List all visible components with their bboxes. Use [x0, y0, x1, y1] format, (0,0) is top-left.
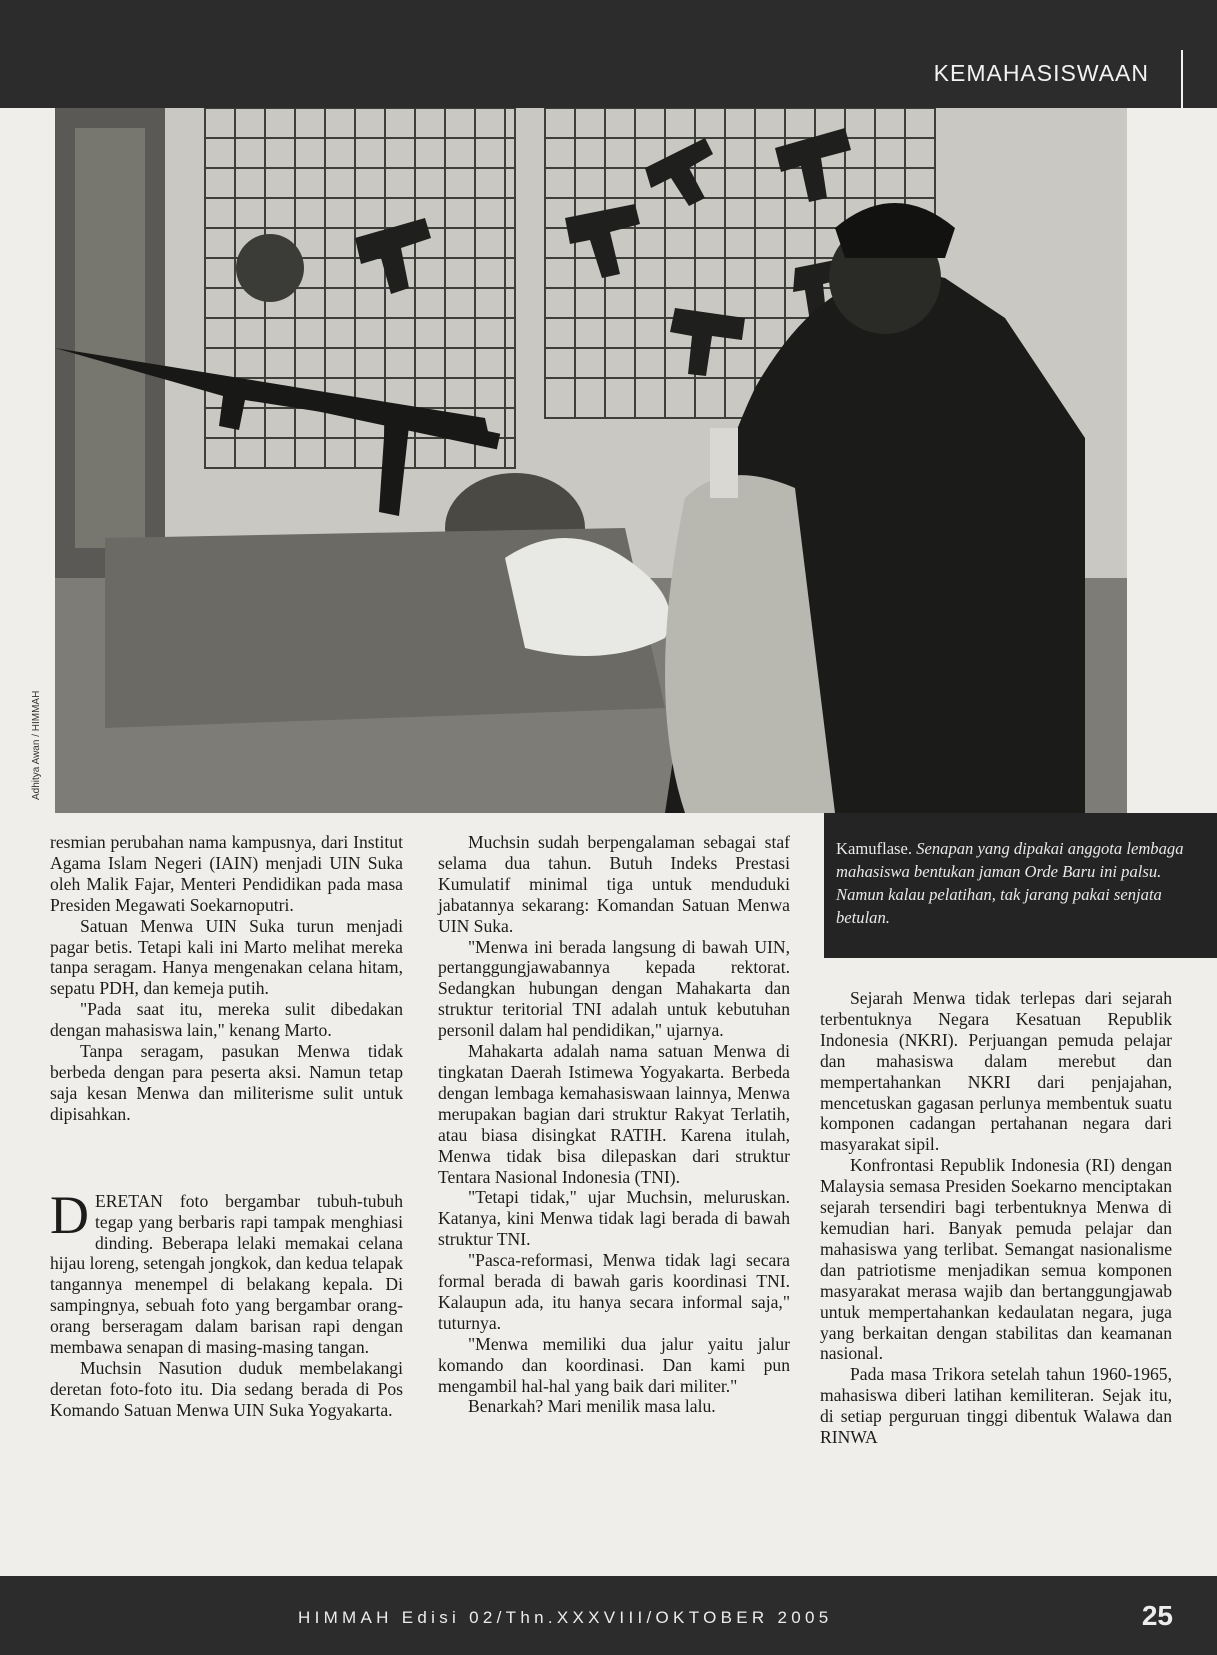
photo-illustration — [55, 108, 1127, 813]
paragraph-text: ERETAN foto bergambar tubuh-tubuh tegap yang berbaris rapi tampak menghiasi dinding. Beberapa lelaki memakai celana hijau loreng, setengah jongkok, dan kedua telapak tangannya menempel di belakang kepala. Di sampingnya, sebuah foto yang bergambar orang-orang berseragam dalam barisan rapi dengan membawa senapan di masing-masing tangan. — [50, 1190, 403, 1358]
paragraph: Satuan Menwa UIN Suka turun menjadi pagar betis. Tetapi kali ini Marto melihat mereka tanpa seragam. Hanya mengenakan celana hitam, sepatu PDH, dan kemeja putih. — [50, 915, 403, 999]
photo-credit: Adhitya Awan / HIMMAH — [31, 690, 42, 800]
article-column-1 — [50, 832, 403, 1421]
caption-lead: Kamuflase. — [836, 839, 913, 858]
article-photo — [55, 108, 1127, 813]
paragraph: Tanpa seragam, pasukan Menwa tidak berbeda dengan para peserta aksi. Namun tetap saja kesan Menwa dan militerisme sulit untuk dipisahkan. — [50, 1041, 403, 1124]
paragraph: Mahakarta adalah nama satuan Menwa di tingkatan Daerah Istimewa Yogyakarta. Berbeda dengan lembaga kemahasiswaan lainnya, Menwa merupakan bagian dari struktur Rakyat Terlatih, atau biasa disingkat RATIH. Karena itulah, Menwa tidak bisa dilepaskan dari struktur Tentara Nasional Indonesia (TNI). — [438, 1041, 790, 1187]
mask-silhouette — [236, 234, 304, 302]
paragraph: Pada masa Trikora setelah tahun 1960-1965, mahasiswa diberi latihan kemiliteran. Sejak itu, di setiap perguruan tinggi dibentuk Walawa dan RINWA — [820, 1364, 1172, 1448]
paragraph: Muchsin sudah berpengalaman sebagai staf selama dua tahun. Butuh Indeks Prestasi Kumulatif minimal tiga untuk menduduki jabatannya sekarang: Komandan Satuan Menwa UIN Suka. — [438, 832, 790, 936]
paragraph: "Pada saat itu, mereka sulit dibedakan dengan mahasiswa lain," kenang Marto. — [50, 999, 403, 1041]
article-column-2 — [438, 832, 790, 1417]
photo-caption — [824, 813, 1217, 958]
paragraph: Muchsin Nasution duduk membelakangi deretan foto-foto itu. Dia sedang berada di Pos Komando Satuan Menwa UIN Suka Yogyakarta. — [50, 1357, 403, 1420]
section-label: KEMAHASISWAAN — [933, 60, 1149, 86]
paragraph: "Menwa ini berada langsung di bawah UIN, pertanggungjawabannya kepada rektorat. Sedangkan hubungan dengan Mahakarta dan struktur teritorial TNI adalah untuk kebutuhan personil dalam hal pendidikan," ujarnya. — [438, 936, 790, 1041]
article-column-3 — [820, 988, 1172, 1448]
bottle — [710, 428, 738, 498]
section-divider — [1181, 50, 1183, 108]
paragraph: "Pasca-reformasi, Menwa tidak lagi secara formal berada di bawah garis koordinasi TNI. Kalaupun ada, itu hanya secara informal saja," tuturnya. — [438, 1250, 790, 1333]
header-band — [0, 0, 1217, 108]
publication-info: HIMMAH Edisi 02/Thn.XXXVIII/OKTOBER 2005 — [298, 1608, 833, 1627]
section-opening-paragraph — [50, 1184, 403, 1358]
paragraph: Konfrontasi Republik Indonesia (RI) dengan Malaysia semasa Presiden Soekarno menciptakan sejarah tersendiri bagi terbentuknya Menwa di kemudian hari. Banyak pemuda pelajar dan mahasiswa yang terlibat. Semangat nasionalisme dan patriotisme menjadikan semua komponen masyarakat merasa wajib dan bertanggungjawab untuk mempertahankan kedaulatan negara, juga yang berkaitan dengan stabilitas dan keamanan nasional. — [820, 1155, 1172, 1364]
drop-cap: D — [50, 1184, 89, 1245]
paragraph: "Tetapi tidak," ujar Muchsin, meluruskan. Katanya, kini Menwa tidak lagi berada di bawah struktur TNI. — [438, 1187, 790, 1250]
paragraph: "Menwa memiliki dua jalur yaitu jalur komando dan koordinasi. Dan kami pun mengambil hal-hal yang baik dari militer." — [438, 1333, 790, 1396]
page-number: 25 — [1141, 1600, 1173, 1631]
paragraph: Sejarah Menwa tidak terlepas dari sejarah terbentuknya Negara Kesatuan Republik Indonesia (NKRI). Perjuangan pemuda pelajar dan mahasiswa dalam merebut dan mempertahankan NKRI dari penjajahan, mencetuskan gagasan perlunya membentuk suatu komponen cadangan pertahanan negara dari masyarakat sipil. — [820, 988, 1172, 1155]
caption-text: Senapan yang dipakai anggota lembaga mahasiswa bentukan jaman Orde Baru ini palsu. Namun kalau pelatihan, tak jarang pakai senjata betulan. — [836, 839, 1184, 927]
paragraph: resmian perubahan nama kampusnya, dari Institut Agama Islam Negeri (IAIN) menjadi UIN Suka oleh Malik Fajar, Menteri Pendidikan pada masa Presiden Megawati Soekarnoputri. — [50, 832, 403, 915]
paragraph: Benarkah? Mari menilik masa lalu. — [468, 1396, 716, 1417]
